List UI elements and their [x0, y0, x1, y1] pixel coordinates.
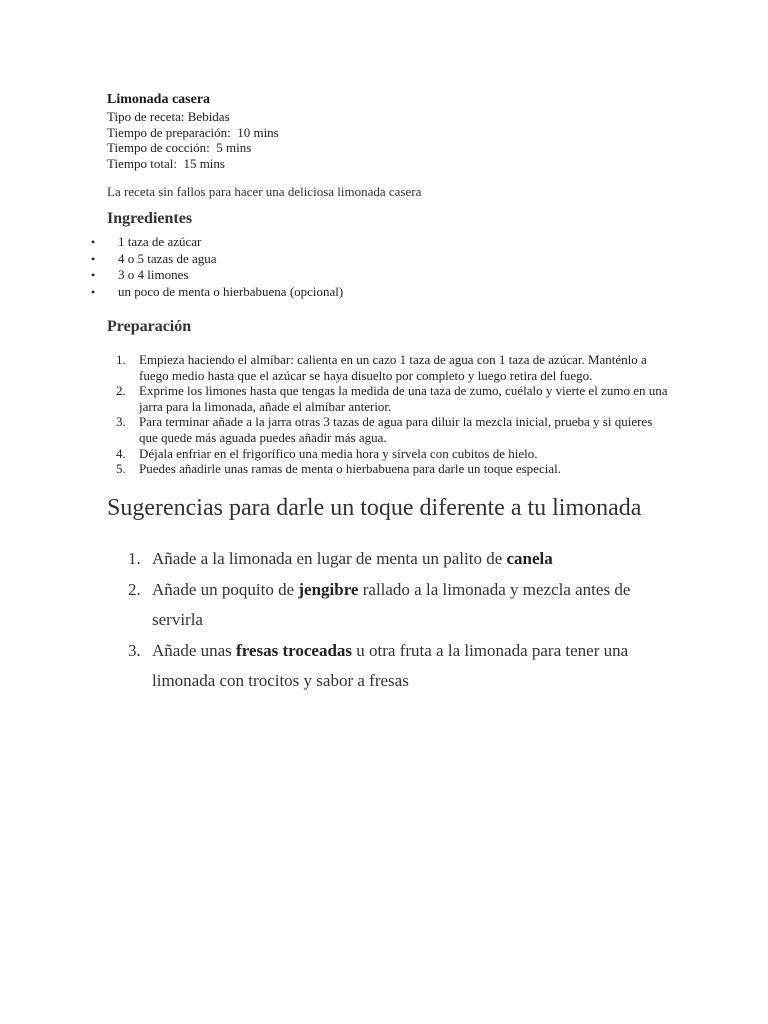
prep-time: Tiempo de preparación: 10 mins [107, 124, 279, 140]
recipe-meta [107, 109, 279, 171]
suggestion-number: 2. [128, 579, 141, 599]
suggestion-highlight: fresas troceadas [236, 640, 353, 660]
suggestion-highlight: jengibre [298, 579, 359, 599]
list-item [0, 461, 669, 477]
step-number: 4. [116, 445, 126, 461]
suggestions-list [0, 544, 700, 697]
list-item [0, 636, 652, 697]
ingredient-text: 4 o 5 tazas de agua [118, 250, 217, 266]
preparation-steps [0, 352, 700, 477]
step-text: Exprime los limones hasta que tengas la medida de una taza de zumo, cuélalo y vierte el zumo en una jarra para la limonada, añade el almíbar anterior. [139, 383, 668, 414]
list-item [0, 383, 669, 414]
ingredient-text: un poco de menta o hierbabuena (opcional) [118, 283, 344, 299]
list-item [0, 414, 669, 445]
step-text: Para terminar añade a la jarra otras 3 tazas de agua para diluir la mezcla inicial, prueba y si quieres que quede más aguada puedes añadir más agua. [139, 414, 653, 445]
suggestion-text: Añade un poquito de [152, 579, 299, 599]
step-number: 5. [116, 461, 126, 477]
recipe-type: Tipo de receta: Bebidas [107, 109, 230, 124]
ingredients-list [0, 234, 700, 300]
step-number: 1. [116, 352, 126, 367]
cook-time: Tiempo de cocción: 5 mins [107, 140, 252, 155]
bullet-icon: • [91, 284, 96, 299]
step-number: 3. [116, 414, 126, 430]
list-item [0, 267, 700, 284]
suggestion-text-after: rallado a la limonada y mezcla antes de servirla [152, 579, 631, 629]
preparation-heading: Preparación [107, 318, 192, 335]
step-text: Déjala enfriar en el frigorífico una media hora y sírvela con cubitos de hielo. [139, 445, 538, 461]
ingredients-heading: Ingredientes [107, 210, 193, 227]
suggestion-text: Añade unas [152, 640, 237, 660]
list-item [0, 352, 669, 383]
list-item [0, 284, 700, 301]
suggestion-text-after: u otra fruta a la limonada para tener una limonada con trocitos y sabor a fresas [152, 640, 629, 690]
suggestion-number: 3. [128, 640, 141, 660]
ingredient-text: 3 o 4 limones [118, 267, 189, 282]
suggestion-number: 1. [128, 549, 141, 568]
bullet-icon: • [91, 235, 96, 249]
step-text: Empieza haciendo el almíbar: calienta en un cazo 1 taza de agua con 1 taza de azúcar. Manténlo a fuego medio hasta que el azúcar se haya disuelto por completo y luego retira del fuego. [139, 352, 647, 383]
list-item [0, 234, 700, 251]
suggestions-heading: Sugerencias para darle un toque diferente a tu limonada [107, 495, 642, 521]
list-item [0, 575, 652, 636]
list-item [0, 251, 700, 268]
step-number: 2. [116, 383, 126, 399]
suggestion-text: Añade a la limonada en lugar de menta un palito de [152, 549, 507, 568]
list-item [0, 544, 652, 575]
bullet-icon: • [91, 268, 96, 282]
recipe-intro: La receta sin fallos para hacer una deliciosa limonada casera [107, 184, 422, 199]
suggestion-highlight: canela [506, 549, 553, 568]
step-text: Puedes añadirle unas ramas de menta o hierbabuena para darle un toque especial. [139, 461, 561, 477]
bullet-icon: • [91, 251, 96, 266]
recipe-title: Limonada casera [107, 92, 211, 107]
total-time: Tiempo total: 15 mins [107, 155, 225, 171]
ingredient-text: 1 taza de azúcar [118, 234, 202, 249]
list-item [0, 446, 669, 462]
